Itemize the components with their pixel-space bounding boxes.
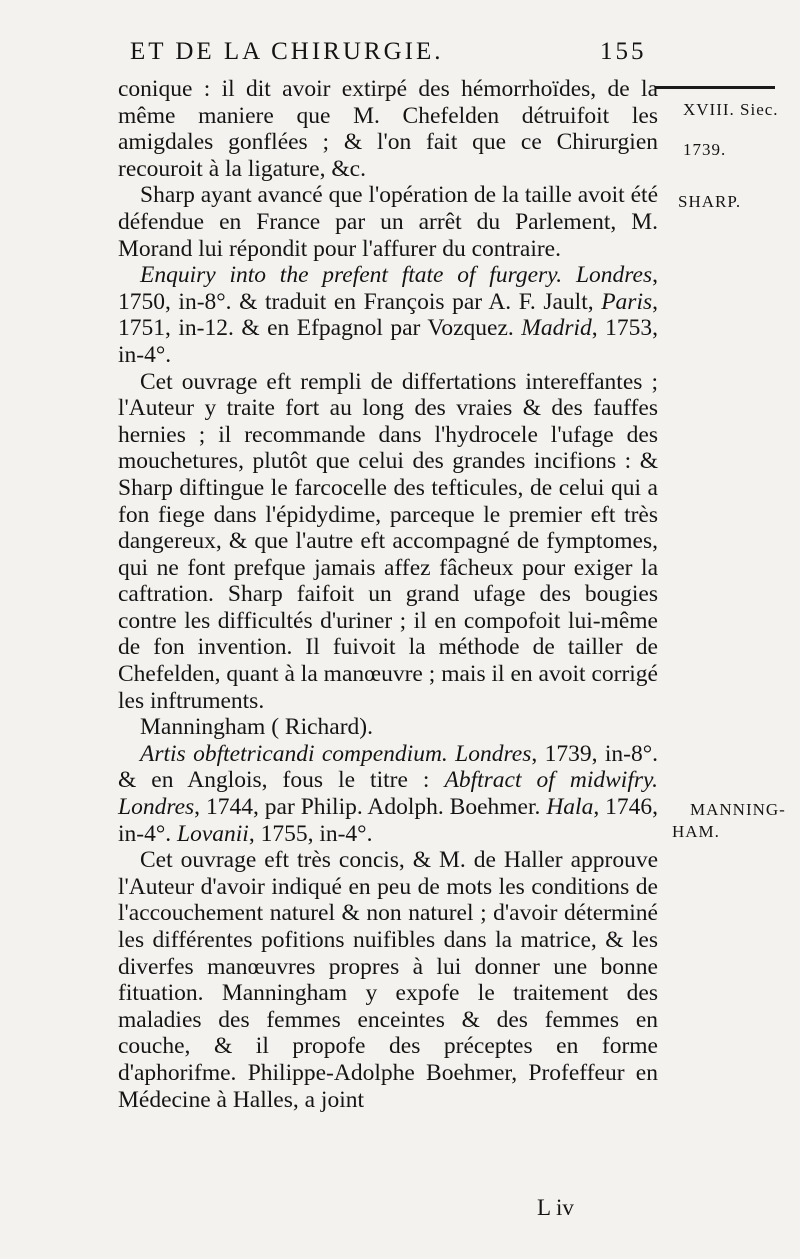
citation-segment: Enquiry into the prefent ftate of furgery. Londres xyxy=(140,262,653,289)
citation-segment: Abftract of midwifry. Londres xyxy=(118,767,658,821)
citation-segment: Madrid xyxy=(521,315,592,342)
margin-sharp: SHARP. xyxy=(678,192,742,211)
citation-segment: , 1739, in-8°. & en Anglois, fous le titre : xyxy=(118,740,658,794)
paragraph-sharp-review: Cet ouvrage eft rempli de differtations intereffantes ; l'Auteur y traite fort au long des vraies & des fauffes hernies ; il recommande dans l'hydrocele l'ufage des mouchetures, plutôt que celui des grandes incifions : & Sharp diftingue le farcocelle des tefticules, de celui qui a fon fiege dans l'épidydime, parceque le premier eft très dangereux, & que l'autre eft accompagné de fymptomes, qui ne font prefque jamais affez fâcheux pour exiger la caftration. Sharp faifoit un grand ufage des bougies contre les difficultés d'uriner ; il en compofoit lui-même de fon invention. Il fuivoit la méthode de tailler de Chefelden, quant à la manœuvre ; mais il en avoit corrigé les inftruments. xyxy=(118,368,658,714)
signature-mark: L iv xyxy=(537,1195,574,1220)
running-header xyxy=(130,38,670,66)
citation-segment: Paris xyxy=(601,288,653,315)
paragraph-manningham-review: Cet ouvrage eft très concis, & M. de Haller approuve l'Auteur d'avoir indiqué en peu de mots les conditions de l'accouchement naturel & non naturel ; d'avoir déterminé les différentes pofitions nuifibles dans la matrice, & les diverfes manœuvres propres à lui donner une bonne fituation. Manningham y expofe le traitement des maladies des femmes enceintes & des femmes en couche, & il propofe des préceptes en forme d'aphorifme. Philippe-Adolphe Boehmer, Profeffeur en Médecine à Halles, a joint xyxy=(118,847,658,1113)
citation-segment: , 1753, in-4°. xyxy=(118,315,658,368)
author-heading-manningham: Manningham ( Richard). xyxy=(140,714,373,741)
citation-manningham xyxy=(118,741,658,847)
citation-segment: , 1751, in-12. & en Efpagnol par Vozquez. xyxy=(118,288,658,342)
margin-manningham-1: MANNING- xyxy=(690,800,786,819)
citation-segment: , 1755, in-4°. xyxy=(248,820,373,847)
page-number: 155 xyxy=(600,38,647,65)
margin-year: 1739. xyxy=(683,140,727,159)
citation-segment: , 1744, par Philip. Adolph. Boehmer. xyxy=(194,794,547,821)
citation-segment: Hala xyxy=(546,794,594,821)
main-text xyxy=(118,76,658,1113)
margin-rule xyxy=(655,86,775,89)
citation-segment: , 1746, in-4°. xyxy=(118,794,659,847)
citation-segment: , 1750, in-8°. & traduit en François par A. F. Jault, xyxy=(118,262,658,315)
margin-manningham-2: HAM. xyxy=(672,822,720,841)
paragraph-sharp: Sharp ayant avancé que l'opération de la taille avoit été défendue en France par un arrêt du Parlement, M. Morand lui répondit pour l'affurer du contraire. xyxy=(118,182,658,262)
running-title: ET DE LA CHIRURGIE. xyxy=(130,38,444,65)
citation-segment: Artis obftetricandi compendium. Londres xyxy=(140,740,532,767)
citation-sharp xyxy=(118,262,658,368)
margin-century: XVIII. Siec. xyxy=(683,100,779,119)
citation-segment: Lovanii xyxy=(177,820,249,847)
paragraph-1: conique : il dit avoir extirpé des hémorrhoïdes, de la même maniere que M. Chefelden détruifoit les amigdales gonflées ; & l'on fait que ce Chirurgien recouroit à la ligature, &c. xyxy=(118,76,658,182)
